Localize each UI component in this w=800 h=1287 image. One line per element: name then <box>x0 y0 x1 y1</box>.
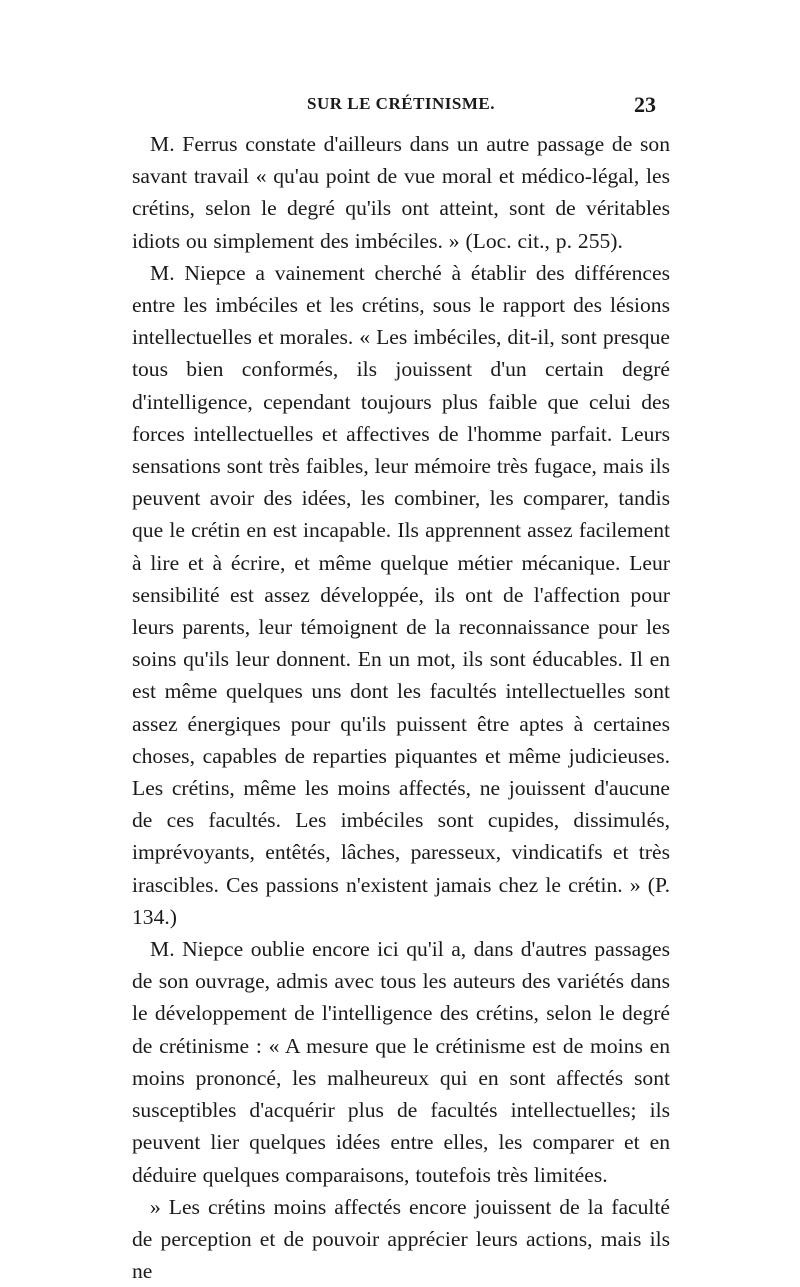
running-title: SUR LE CRÉTINISME. <box>306 94 495 113</box>
paragraph-2: M. Niepce a vainement cherché à établir des différences entre les imbéciles et les crétins, sous le rapport des lésions intellectuelles et morales. « Les imbéciles, dit-il, sont presque tous bien conformés, ils jouissent d'un certain degré d'intelligence, cependant toujours plus faible que celui des forces intellectuelles et affectives de l'homme parfait. Leurs sensations sont très faibles, leur mémoire très fugace, mais ils peuvent avoir des idées, les combiner, les comparer, tandis que le crétin en est incapable. Ils apprennent assez facilement à lire et à écrire, et même quelque métier mécanique. Leur sensibilité est assez développée, ils ont de l'affection pour leurs parents, leur témoignent de la reconnaissance pour les soins qu'ils leur donnent. En un mot, ils sont éducables. Il en est même quelques uns dont les facultés intellectuelles sont assez énergiques pour qu'ils puissent être aptes à certaines choses, capables de reparties piquantes et même judicieuses. Les crétins, même les moins affectés, ne jouissent d'aucune de ces facultés. Les imbéciles sont cupides, dissimulés, imprévoyants, entêtés, lâches, paresseux, vindicatifs et très irascibles. Ces passions n'existent jamais chez le crétin. » (P. 134.) <box>132 260 670 929</box>
paragraph-4: » Les crétins moins affectés encore jouissent de la faculté de perception et de pouvoir apprécier leurs actions, mais ils ne <box>132 1194 670 1284</box>
page-body <box>132 128 670 1287</box>
paragraph-1: M. Ferrus constate d'ailleurs dans un autre passage de son savant travail « qu'au point de vue moral et médico-légal, les crétins, selon le degré qu'ils ont atteint, sont de véritables idiots ou simplement des imbéciles. » (Loc. cit., p. 255). <box>132 132 670 253</box>
page-number: 23 <box>634 92 656 117</box>
paragraph-3: M. Niepce oublie encore ici qu'il a, dans d'autres passages de son ouvrage, admis avec tous les auteurs des variétés dans le développement de l'intelligence des crétins, selon le degré de crétinisme : « A mesure que le crétinisme est de moins en moins prononcé, les malheureux qui en sont affectés sont susceptibles d'acquérir plus de facultés intellectuelles; ils peuvent lier quelques idées entre elles, les comparer et en déduire quelques comparaisons, toutefois très limitées. <box>132 937 670 1187</box>
running-header <box>130 92 656 122</box>
